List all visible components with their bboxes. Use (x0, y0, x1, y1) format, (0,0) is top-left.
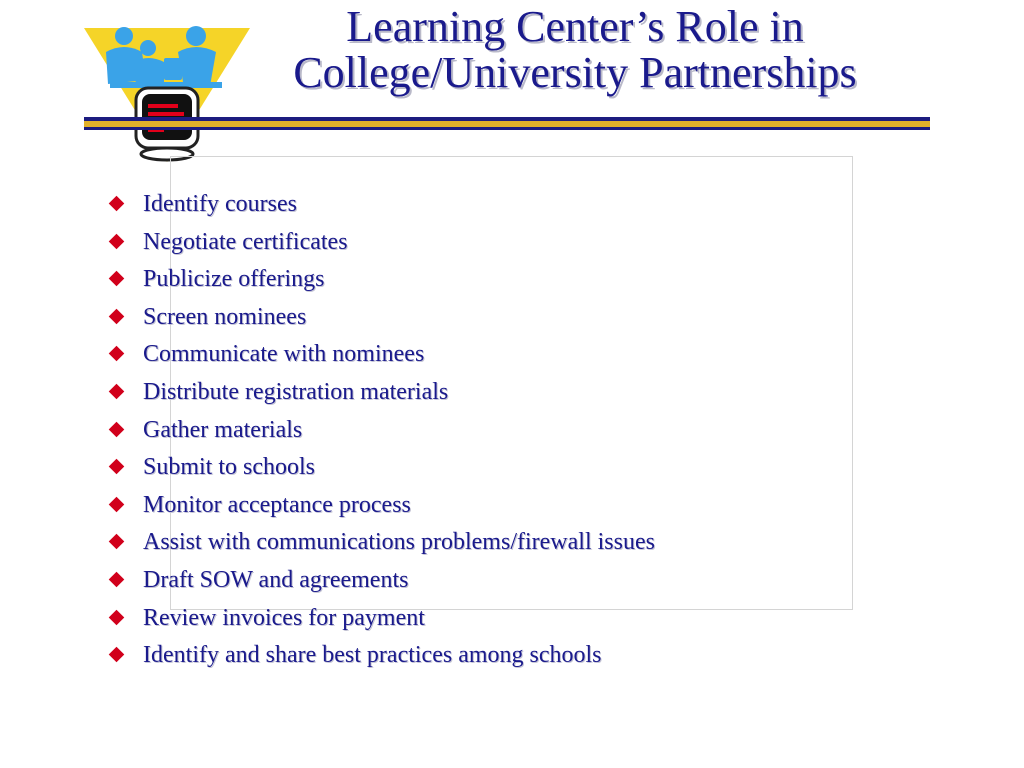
bullet-text: Communicate with nominees (143, 341, 425, 368)
diamond-bullet-icon (109, 196, 125, 212)
list-item (108, 637, 655, 675)
bullet-text: Negotiate certificates (143, 228, 348, 255)
bullet-text: Monitor acceptance process (143, 491, 411, 518)
bullet-text: Identify and share best practices among schools (143, 642, 602, 669)
bullet-text: Draft SOW and agreements (143, 566, 409, 593)
diamond-bullet-icon (109, 534, 125, 550)
diamond-bullet-icon (109, 609, 125, 625)
title-rule-bottom (84, 127, 930, 130)
list-item (108, 412, 655, 450)
bullet-list (108, 186, 655, 675)
title-line-2: College/University Partnerships (293, 48, 857, 97)
list-item (108, 487, 655, 525)
title-line-1: Learning Center’s Role in (346, 2, 804, 51)
list-item (108, 261, 655, 299)
diamond-bullet-icon (109, 459, 125, 475)
diamond-bullet-icon (109, 384, 125, 400)
bullet-text: Review invoices for payment (143, 604, 425, 631)
bullet-text: Assist with communications problems/firewall issues (143, 529, 655, 556)
slide-title (230, 4, 920, 96)
list-item (108, 186, 655, 224)
bullet-text: Screen nominees (143, 303, 307, 330)
list-item (108, 524, 655, 562)
diamond-bullet-icon (109, 346, 125, 362)
bullet-text: Publicize offerings (143, 266, 325, 293)
diamond-bullet-icon (109, 421, 125, 437)
bullet-text: Gather materials (143, 416, 303, 443)
diamond-bullet-icon (109, 572, 125, 588)
bullet-text: Distribute registration materials (143, 378, 449, 405)
diamond-bullet-icon (109, 309, 125, 325)
bullet-text: Submit to schools (143, 454, 316, 481)
list-item (108, 449, 655, 487)
list-item (108, 562, 655, 600)
list-item (108, 600, 655, 638)
list-item (108, 224, 655, 262)
diamond-bullet-icon (109, 271, 125, 287)
list-item (108, 299, 655, 337)
bullet-text: Identify courses (143, 191, 297, 217)
list-item (108, 336, 655, 374)
learning-center-logo (84, 22, 250, 167)
list-item (108, 374, 655, 412)
diamond-bullet-icon (109, 233, 125, 249)
diamond-bullet-icon (109, 496, 125, 512)
diamond-bullet-icon (109, 647, 125, 663)
